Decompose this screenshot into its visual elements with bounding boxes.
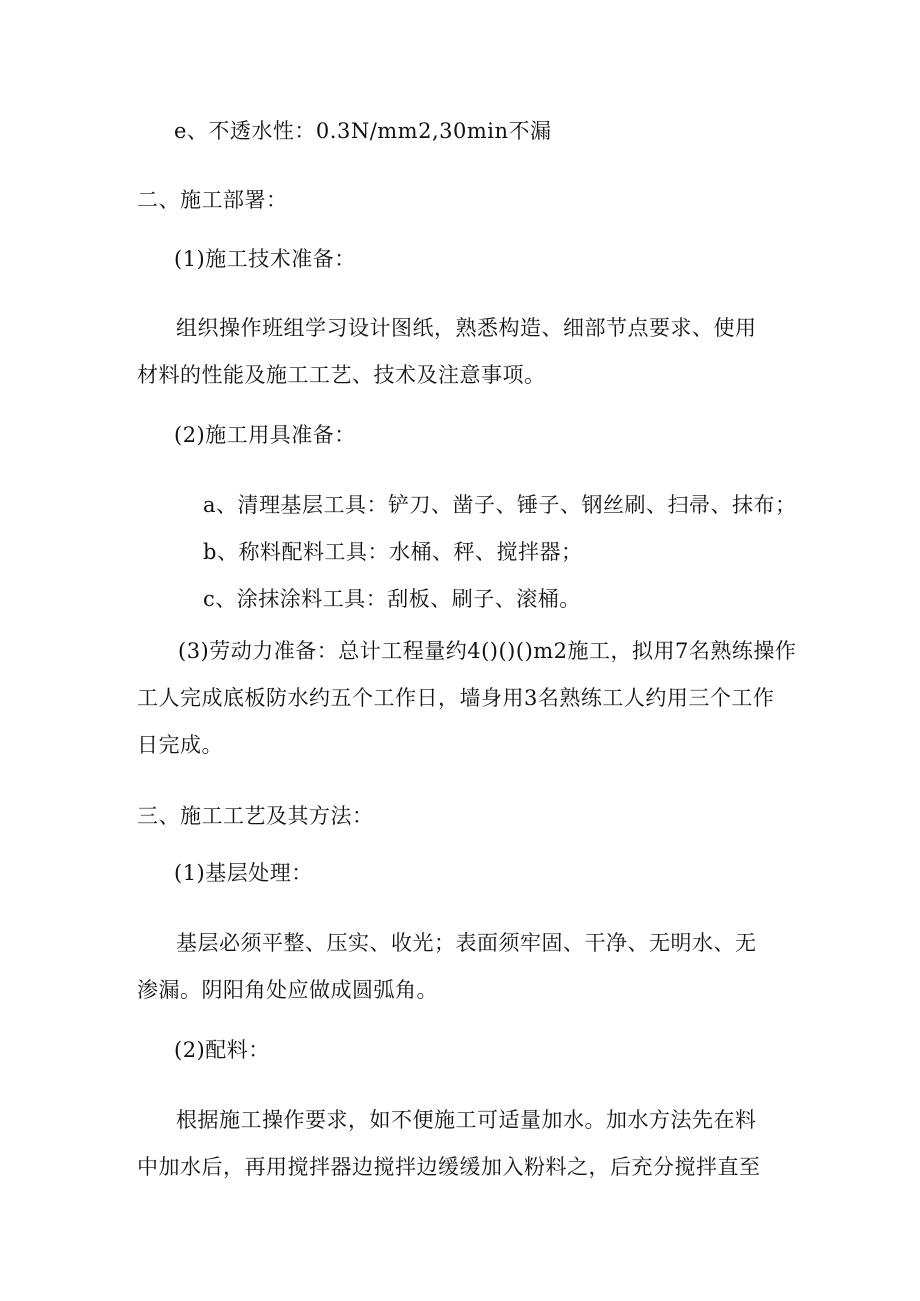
section-heading-3: 三、施工工艺及其方法： bbox=[137, 804, 374, 828]
list-item-a: a、清理基层工具：铲刀、凿子、锤子、钢丝刷、扫帚、抹布； bbox=[203, 493, 797, 517]
subheading-technical-prep: (1)施工技术准备： bbox=[174, 247, 356, 271]
paragraph-line: 日完成。 bbox=[137, 733, 223, 757]
section-heading-2: 二、施工部署： bbox=[137, 188, 288, 212]
paragraph-line: 渗漏。阴阳角处应做成圆弧角。 bbox=[137, 978, 438, 1002]
subheading-base-treatment: (1)基层处理： bbox=[174, 861, 313, 885]
subheading-tools-prep: (2)施工用具准备： bbox=[174, 423, 356, 447]
paragraph-line: 工人完成底板防水约五个工作日，墙身用3名熟练工人约用三个工作 bbox=[137, 686, 775, 710]
paragraph-line: 基层必须平整、压实、收光；表面须牢固、干净、无明水、无 bbox=[176, 931, 757, 955]
list-item-b: b、称料配料工具：水桶、秤、搅拌器； bbox=[203, 540, 583, 564]
list-item-c: c、涂抹涂料工具：刮板、刷子、滚桶。 bbox=[203, 587, 581, 611]
subheading-mixing: (2)配料： bbox=[174, 1038, 270, 1062]
paragraph-line: 材料的性能及施工工艺、技术及注意事项。 bbox=[137, 363, 546, 387]
property-line-e: e、不透水性：0.3N/mm2,30min不漏 bbox=[174, 119, 552, 143]
paragraph-line-labor: (3)劳动力准备：总计工程量约4()()()m2施工，拟用7名熟练操作 bbox=[178, 639, 797, 663]
paragraph-line: 组织操作班组学习设计图纸，熟悉构造、细部节点要求、使用 bbox=[176, 316, 757, 340]
paragraph-line: 根据施工操作要求，如不便施工可适量加水。加水方法先在料 bbox=[176, 1108, 757, 1132]
paragraph-line: 中加水后，再用搅拌器边搅拌边缓缓加入粉料之，后充分搅拌直至 bbox=[137, 1155, 761, 1179]
